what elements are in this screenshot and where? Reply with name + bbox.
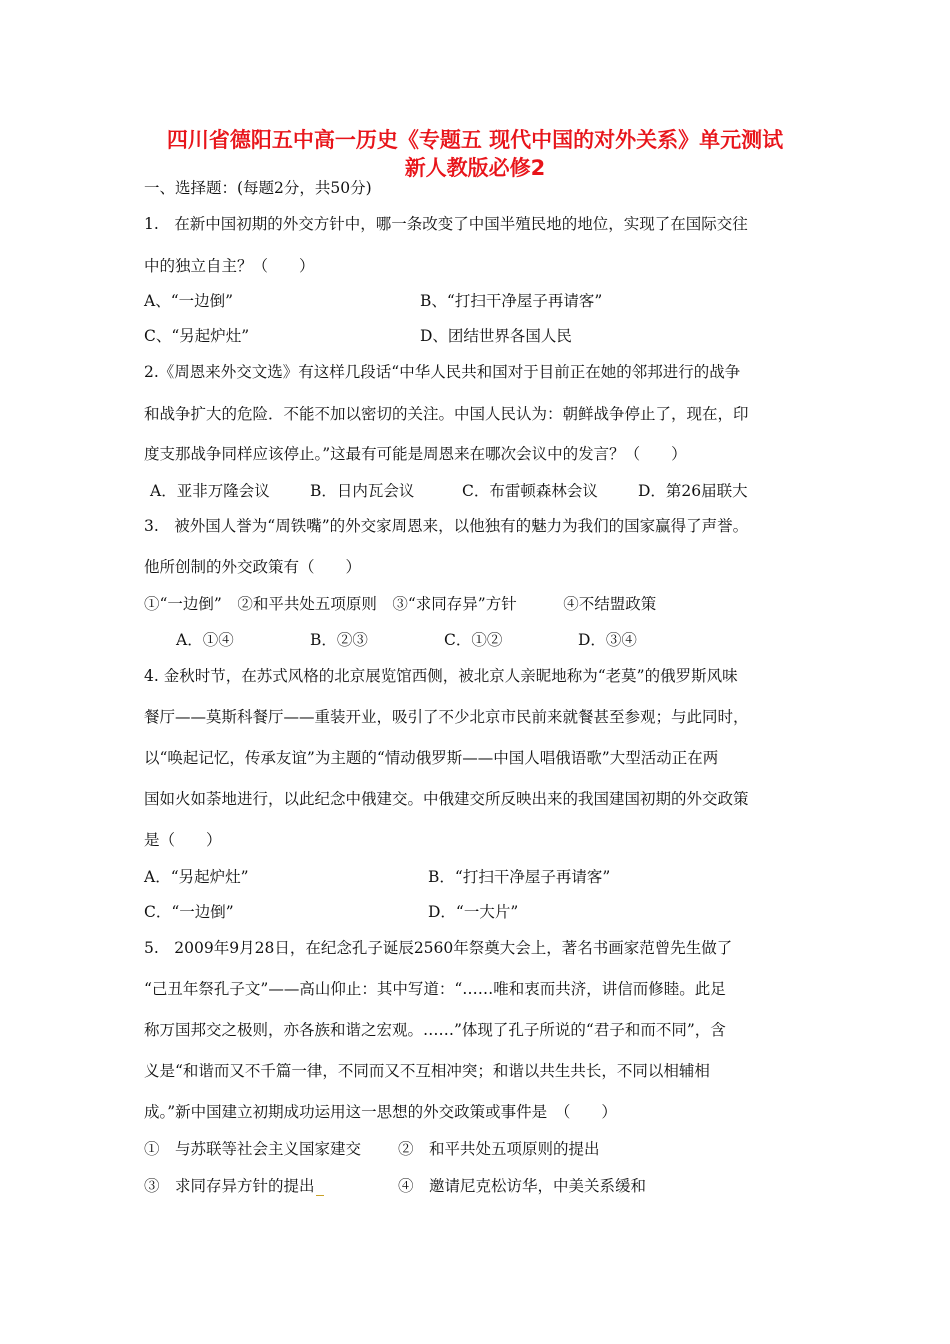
q1-option-a: A、“一边倒” [144, 292, 234, 310]
q2-option-a: A．亚非万隆会议 [150, 482, 270, 500]
q5-stem-line-2: “己丑年祭孔子文”——高山仰止：其中写道：“……唯和衷而共济，讲信而修睦。此足 [144, 980, 726, 998]
q2-option-c: C．布雷顿森林会议 [462, 482, 598, 500]
document-title-line-2: 新人教版必修2 [404, 156, 546, 180]
q3-stem-line-1: 3. 被外国人誉为“周铁嘴”的外交家周恩来，以他独有的魅力为我们的国家赢得了声誉。 [144, 517, 749, 535]
q5-stem-line-5: 成。”新中国建立初期成功运用这一思想的外交政策或事件是 （ ） [144, 1103, 617, 1121]
q3-option-c: C．①② [444, 631, 503, 649]
q1-option-c: C、“另起炉灶” [144, 327, 250, 345]
q2-option-d: D．第26届联大 [638, 482, 748, 500]
q5-stem-line-4: 义是“和谐而又不千篇一律，不同而又不互相冲突；和谐以共生共长，不同以相辅相 [144, 1062, 710, 1080]
q1-option-d: D、团结世界各国人民 [420, 327, 572, 345]
section-heading: 一、选择题：(每题2分，共50分) [144, 179, 372, 197]
q5-item-2: ② 和平共处五项原则的提出 [398, 1140, 600, 1158]
q5-item-3-text: ③ 求同存异方针的提出 [144, 1177, 315, 1195]
q4-stem-line-5: 是（ ） [144, 831, 222, 849]
q3-items: ①“一边倒” ②和平共处五项原则 ③“求同存异”方针 ④不结盟政策 [144, 595, 657, 613]
q2-stem-line-1: 2.《周恩来外交文选》有这样几段话“中华人民共和国对于目前正在她的邻邦进行的战争 [144, 363, 741, 381]
q3-option-d: D．③④ [578, 631, 637, 649]
q5-stem-line-3: 称万国邦交之极则，亦各族和谐之宏观。……”体现了孔子所说的“君子和而不同”，含 [144, 1021, 726, 1039]
q5-item-1: ① 与苏联等社会主义国家建交 [144, 1140, 362, 1158]
document-title-line-1: 四川省德阳五中高一历史《专题五 现代中国的对外关系》单元测试 [166, 128, 784, 152]
q1-stem-line-1: 1. 在新中国初期的外交方针中，哪一条改变了中国半殖民地的地位，实现了在国际交往 [144, 215, 748, 233]
q4-stem-line-4: 国如火如荼地进行，以此纪念中俄建交。中俄建交所反映出来的我国建国初期的外交政策 [144, 790, 749, 808]
q3-option-a: A．①④ [176, 631, 234, 649]
q4-option-c: C．“一边倒” [144, 903, 234, 921]
q2-stem-line-3: 度支那战争同样应该停止。”这最有可能是周恩来在哪次会议中的发言？（ ） [144, 445, 687, 463]
q2-stem-line-2: 和战争扩大的危险．不能不加以密切的关注。中国人民认为：朝鲜战争停止了，现在，印 [144, 405, 749, 423]
q3-stem-line-2: 他所创制的外交政策有（ ） [144, 558, 362, 576]
q5-item-3 [144, 1176, 324, 1196]
q5-stem-line-1: 5. 2009年9月28日，在纪念孔子诞辰2560年祭奠大会上，著名书画家范曾先生做了 [144, 939, 733, 957]
q4-stem-line-3: 以“唤起记忆，传承友谊”为主题的“情动俄罗斯——中国人唱俄语歌”大型活动正在两 [144, 749, 719, 767]
q4-option-b: B．“打扫干净屋子再请客” [428, 868, 611, 886]
blank-underline-mark [316, 1195, 324, 1196]
q4-option-a: A．“另起炉灶” [144, 868, 249, 886]
q4-option-d: D．“一大片” [428, 903, 519, 921]
q1-option-b: B、“打扫干净屋子再请客” [420, 292, 603, 310]
q2-option-b: B．日内瓦会议 [310, 482, 415, 500]
q5-item-4: ④ 邀请尼克松访华，中美关系缓和 [398, 1177, 647, 1195]
q4-stem-line-2: 餐厅——莫斯科餐厅——重装开业，吸引了不少北京市民前来就餐甚至参观；与此同时， [144, 708, 749, 726]
q3-option-b: B．②③ [310, 631, 368, 649]
q1-stem-line-2: 中的独立自主？（ ） [144, 257, 315, 275]
q4-stem-line-1: 4. 金秋时节，在苏式风格的北京展览馆西侧，被北京人亲昵地称为“老莫”的俄罗斯风味 [144, 667, 738, 685]
